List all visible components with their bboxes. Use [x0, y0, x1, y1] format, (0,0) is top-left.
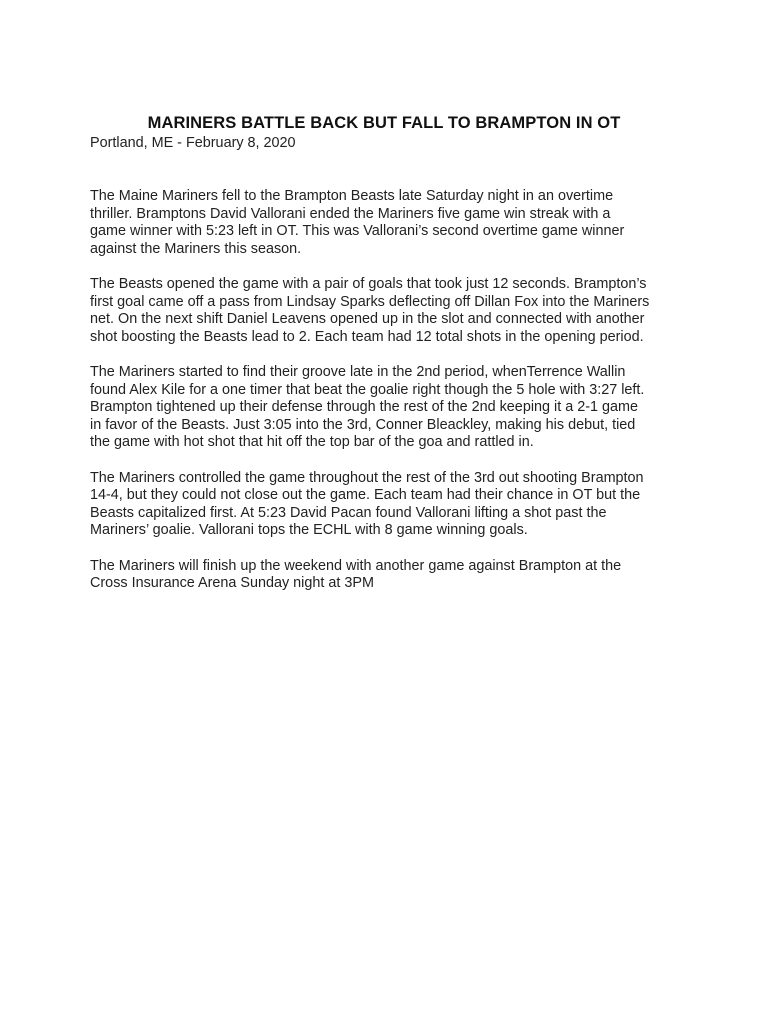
text-line: Beasts capitalized first. At 5:23 David Pacan found Vallorani lifting a shot past the: [90, 504, 607, 521]
text-line: first goal came off a pass from Lindsay Sparks deflecting off Dillan Fox into the Mariners: [90, 293, 650, 310]
text-line: in favor of the Beasts. Just 3:05 into the 3rd, Conner Bleackley, making his debut, tied: [90, 416, 636, 433]
text-line: Cross Insurance Arena Sunday night at 3PM: [90, 575, 374, 591]
text-line: found Alex Kile for a one timer that beat the goalie right though the 5 hole with 3:27 left.: [90, 381, 645, 398]
article-headline: MARINERS BATTLE BACK BUT FALL TO BRAMPTON IN OT: [147, 114, 621, 132]
paragraph-2: [90, 276, 690, 346]
text-line: 14-4, but they could not close out the game. Each team had their chance in OT but the: [90, 487, 641, 503]
text-line: thriller. Bramptons David Vallorani ended the Mariners five game win streak with a: [90, 205, 611, 222]
text-line: against the Mariners this season.: [90, 240, 302, 257]
article-body: [90, 188, 690, 611]
text-line: Mariners’ goalie. Vallorani tops the ECHL with 8 game winning goals.: [90, 522, 528, 538]
text-line: The Mariners controlled the game throughout the rest of the 3rd out shooting Brampton: [90, 469, 644, 486]
text-line: The Mariners started to find their groove late in the 2nd period, whenTerrence Wallin: [90, 364, 626, 380]
text-line: shot boosting the Beasts lead to 2. Each team had 12 total shots in the opening period.: [90, 328, 644, 345]
article-dateline: Portland, ME - February 8, 2020: [90, 135, 296, 151]
text-line: The Beasts opened the game with a pair of goals that took just 12 seconds. Brampton’s: [90, 276, 647, 292]
paragraph-4: [90, 470, 690, 540]
paragraph-5: [90, 558, 690, 593]
text-line: the game with hot shot that hit off the top bar of the goa and rattled in.: [90, 434, 534, 450]
text-line: The Maine Mariners fell to the Brampton Beasts late Saturday night in an overtime: [90, 188, 614, 204]
text-line: Brampton tightened up their defense through the rest of the 2nd keeping it a 2-1 game: [90, 399, 639, 415]
text-line: game winner with 5:23 left in OT. This was Vallorani’s second overtime game winner: [90, 223, 625, 239]
text-line: net. On the next shift Daniel Leavens opened up in the slot and connected with another: [90, 311, 645, 327]
paragraph-1: [90, 188, 690, 258]
paragraph-3: [90, 364, 690, 452]
text-line: The Mariners will finish up the weekend with another game against Brampton at the: [90, 557, 622, 574]
